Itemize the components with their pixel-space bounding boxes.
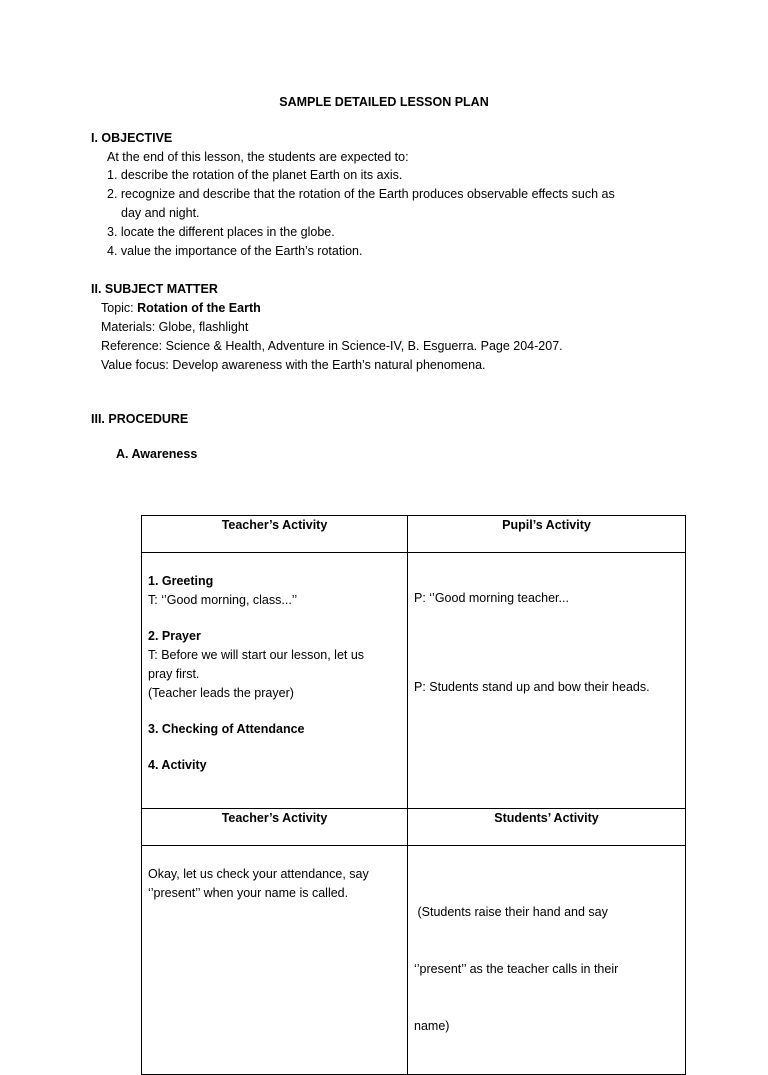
page-title: SAMPLE DETAILED LESSON PLAN — [279, 95, 489, 109]
pupil-greeting: P: ‘’Good morning teacher... — [414, 591, 569, 605]
prayer-line-2: pray first. — [148, 667, 200, 681]
students-attendance-line-3: name) — [414, 1019, 450, 1033]
objective-item-3: 3. locate the different places in the globe. — [107, 225, 335, 239]
pupil-activity-cell — [408, 553, 686, 809]
students-activity-header: Students’ Activity — [408, 809, 686, 846]
objective-item-4: 4. value the importance of the Earth’s rotation. — [107, 244, 363, 258]
attendance-title: 3. Checking of Attendance — [148, 722, 305, 736]
activity-table — [141, 515, 686, 1075]
objective-item-2-cont: day and night. — [121, 206, 200, 220]
table-row — [142, 553, 686, 809]
greeting-line: T: ‘’Good morning, class...’’ — [148, 593, 298, 607]
awareness-heading: A. Awareness — [116, 447, 198, 461]
reference-line: Reference: Science & Health, Adventure in Science-IV, B. Esguerra. Page 204-207. — [101, 339, 563, 353]
teacher-attendance-line-2: ‘’present’’ when your name is called. — [148, 886, 349, 900]
table-header-row-2 — [142, 809, 686, 846]
pupil-activity-header: Pupil’s Activity — [408, 516, 686, 553]
procedure-heading: III. PROCEDURE — [91, 412, 189, 426]
objective-item-2: 2. recognize and describe that the rotation of the Earth produces observable effects such as — [107, 187, 615, 201]
teacher-activity-header: Teacher’s Activity — [142, 516, 408, 553]
teacher-activity-header-2: Teacher’s Activity — [142, 809, 408, 846]
students-attendance-cell — [408, 846, 686, 1075]
objective-heading: I. OBJECTIVE — [91, 131, 173, 145]
objective-item-1: 1. describe the rotation of the planet Earth on its axis. — [107, 168, 403, 182]
teacher-attendance-cell — [142, 846, 408, 1075]
prayer-title: 2. Prayer — [148, 629, 201, 643]
topic-label: Topic: — [101, 301, 138, 315]
pupil-prayer: P: Students stand up and bow their heads. — [414, 680, 650, 694]
prayer-line-1: T: Before we will start our lesson, let us — [148, 648, 365, 662]
students-attendance-line-2: ‘’present’’ as the teacher calls in their — [414, 962, 619, 976]
prayer-line-3: (Teacher leads the prayer) — [148, 686, 294, 700]
objective-intro: At the end of this lesson, the students are expected to: — [107, 150, 409, 164]
value-focus-line: Value focus: Develop awareness with the Earth’s natural phenomena. — [101, 358, 486, 372]
table-header-row — [142, 516, 686, 553]
table-row — [142, 846, 686, 1075]
activity-title: 4. Activity — [148, 758, 207, 772]
teacher-attendance-line-1: Okay, let us check your attendance, say — [148, 867, 369, 881]
teacher-activity-cell — [142, 553, 408, 809]
topic-value: Rotation of the Earth — [137, 301, 261, 315]
subject-matter-heading: II. SUBJECT MATTER — [91, 282, 218, 296]
greeting-title: 1. Greeting — [148, 574, 214, 588]
students-attendance-line-1: (Students raise their hand and say — [414, 905, 608, 919]
topic-line — [101, 301, 261, 315]
materials-line: Materials: Globe, flashlight — [101, 320, 249, 334]
